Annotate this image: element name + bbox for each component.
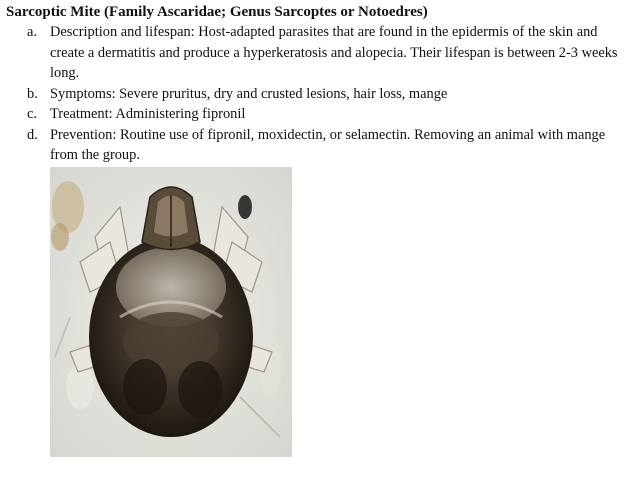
list-marker: d. <box>27 126 38 143</box>
list-item-prevention <box>0 125 620 166</box>
list-item-text: Description and lifespan: Host-adapted parasites that are found in the epidermis of the skin and create a dermatitis and produce a hyperkeratosis and alopecia. Their lifespan is between 2-3 weeks long. <box>50 24 618 81</box>
list-item-text: Treatment: Administering fipronil <box>50 106 246 122</box>
list-marker: b. <box>27 85 38 102</box>
list-item-symptoms <box>0 84 620 105</box>
list-item-text: Symptoms: Severe pruritus, dry and crusted lesions, hair loss, mange <box>50 85 448 102</box>
list-item-treatment <box>0 104 620 125</box>
list-item-text: Prevention: Routine use of fipronil, moxidectin, or selamectin. Removing an animal with mange from the group. <box>50 126 606 163</box>
info-list <box>0 22 620 166</box>
section-heading: Sarcoptic Mite (Family Ascaridae; Genus Sarcoptes or Notoedres) <box>6 4 428 20</box>
list-item-description <box>0 22 620 84</box>
list-marker: c. <box>27 106 37 122</box>
list-marker: a. <box>27 24 37 40</box>
sarcoptic-mite-micrograph-icon <box>50 167 292 457</box>
